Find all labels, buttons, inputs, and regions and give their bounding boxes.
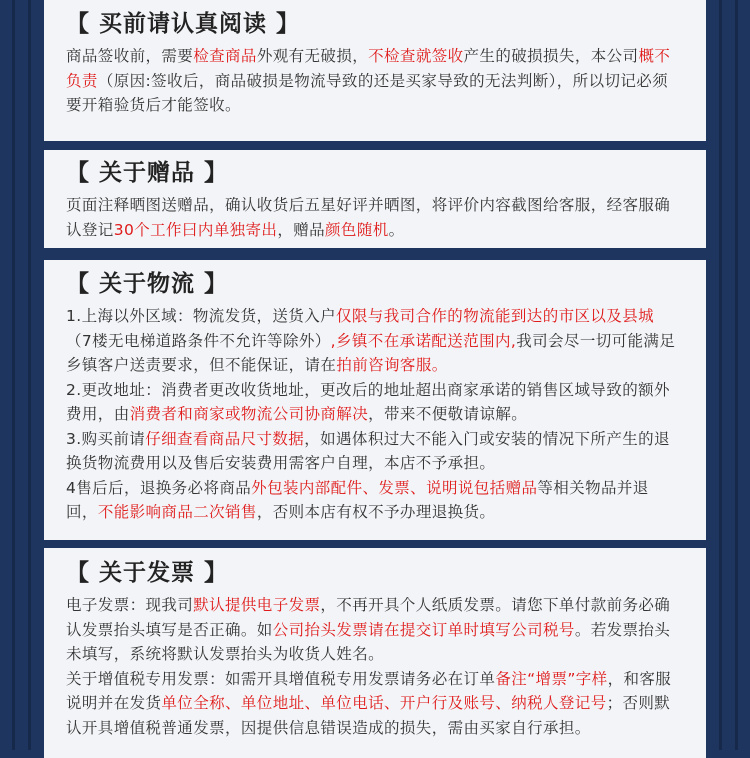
highlight-text: 不检查就签收 bbox=[368, 47, 464, 65]
body-text: 3.购买前请 bbox=[66, 429, 146, 448]
background-stripe bbox=[735, 0, 738, 750]
body-text: 外观有无破损， bbox=[256, 47, 369, 65]
highlight-text: 不能影响商品二次销售 bbox=[97, 503, 257, 521]
background-stripe bbox=[28, 0, 31, 750]
body-text: ；否则默认开具增值税普通发票，因提供信息错误造成的损失，需由买家自行承担。 bbox=[66, 694, 671, 737]
highlight-text: ,乡镇不在承诺配送范围内, bbox=[330, 331, 517, 350]
body-text: 4售后后，退换务必将商品 bbox=[66, 478, 252, 497]
body-text: ，赠品 bbox=[277, 220, 326, 239]
highlight-text: 默认提供电子发票 bbox=[193, 596, 321, 614]
highlight-text: 消费者和商家或物流公司协商解决 bbox=[129, 405, 369, 423]
body-text: ，否则本店有权不予办理退换货。 bbox=[256, 503, 496, 521]
highlight-text: 概不负责 bbox=[66, 47, 671, 90]
highlight-text: 30个工作曰内单独寄出 bbox=[113, 220, 278, 239]
section-invoices bbox=[44, 548, 706, 758]
highlight-text: 外包装内部配件、发票、说明说包括赠品 bbox=[251, 478, 538, 497]
body-text: （原因:签收后，商品破损是物流导致的还是买家导致的无法判断），所以切记必须要开箱验货后才能签收。 bbox=[66, 71, 669, 114]
section-heading: 【 关于物流 】 bbox=[66, 271, 229, 297]
body-text: 产生的破损损失，本公司 bbox=[463, 47, 639, 65]
section-gifts bbox=[44, 150, 706, 248]
logistics-item-4 bbox=[66, 476, 680, 525]
section-heading: 【 关于赠品 】 bbox=[66, 160, 229, 186]
highlight-text: 备注“增票”字样 bbox=[495, 669, 608, 688]
section-heading: 【 关于发票 】 bbox=[66, 560, 229, 586]
highlight-text: 单位全称、单位地址、单位电话、开户行及账号、纳税人登记号 bbox=[161, 694, 607, 712]
body-text: 页面注释晒图送赠品，确认收货后五星好评并晒图，将评价内容截图给客服，经客服确认登记 bbox=[66, 196, 671, 239]
highlight-text: 仅限与我司合作的物流能到达的市区以及县城 bbox=[336, 307, 655, 325]
invoice-vat bbox=[66, 667, 680, 741]
background-stripe bbox=[719, 0, 722, 750]
body-text: 电子发票：现我司 bbox=[66, 596, 194, 614]
background-stripe bbox=[12, 0, 15, 750]
body-text: ，和客服说明并在发货 bbox=[66, 669, 672, 712]
body-text: ，如遇体积过大不能入门或安装的情况下所产生的退换货物流费用以及售后安装费用需客户自理，本店不予承担。 bbox=[66, 429, 670, 472]
highlight-text: 仔细查看商品尺寸数据 bbox=[145, 429, 305, 448]
highlight-text: 拍前咨询客服。 bbox=[336, 356, 448, 374]
section-read-before-buying bbox=[44, 0, 706, 141]
invoice-electronic bbox=[66, 593, 680, 667]
logistics-item-1 bbox=[66, 304, 680, 378]
logistics-item-2 bbox=[66, 378, 680, 427]
body-text: 等相关物品并退回， bbox=[66, 478, 649, 521]
body-text: 关于增值税专用发票：如需开具增值税专用发票请务必在订单 bbox=[66, 669, 496, 688]
section-logistics bbox=[44, 260, 706, 540]
section-paragraph bbox=[66, 193, 680, 242]
body-text: ，不再开具个人纸质发票。请您下单付款前务必确认发票抬头填写是否正确。如 bbox=[66, 596, 671, 639]
highlight-text: 颜色随机 bbox=[325, 220, 389, 239]
section-paragraph bbox=[66, 44, 680, 118]
body-text: 。若发票抬头未填写，系统将默认发票抬头为收货人姓名。 bbox=[66, 620, 671, 663]
body-text: ，带来不便敬请谅解。 bbox=[368, 405, 528, 423]
body-text: （7楼无电梯道路条件不允许等除外） bbox=[66, 331, 331, 350]
section-heading: 【 买前请认真阅读 】 bbox=[66, 11, 301, 37]
highlight-text: 检查商品 bbox=[193, 47, 257, 65]
body-text: 商品签收前，需要 bbox=[66, 47, 194, 65]
body-text: 我司会尽一切可能满足乡镇客户送责要求，但不能保证，请在 bbox=[66, 331, 676, 374]
body-text: 2.更改地址：消费者更改收货地址，更改后的地址超出商家承诺的销售区域导致的额外费用，由 bbox=[66, 380, 670, 423]
body-text: 1.上海以外区域：物流发货，送货入户 bbox=[66, 307, 336, 325]
body-text: 。 bbox=[388, 220, 405, 239]
logistics-item-3 bbox=[66, 427, 680, 476]
highlight-text: 公司抬头发票请在提交订单时填写公司税号 bbox=[272, 620, 575, 639]
